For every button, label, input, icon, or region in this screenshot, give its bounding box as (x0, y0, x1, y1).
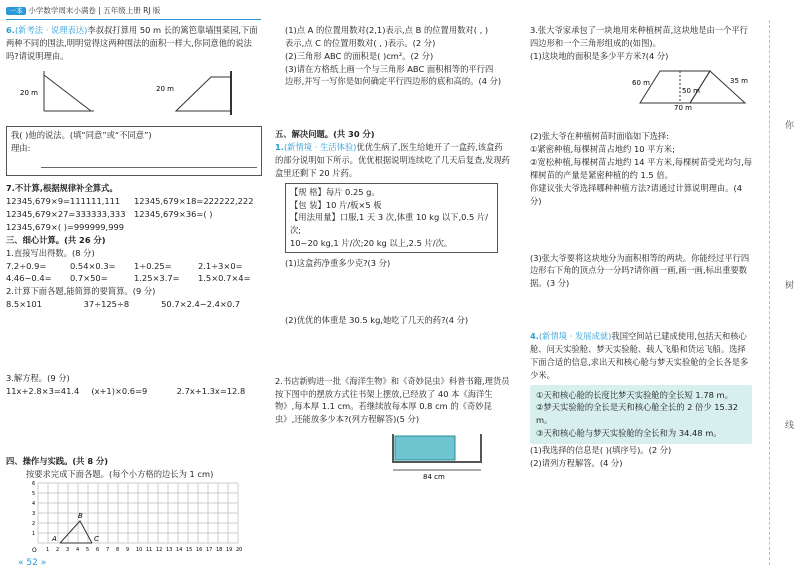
calc-item: 0.7×50= (70, 273, 108, 284)
binding-line (769, 20, 770, 565)
s4-instructions: 按要求完成下面各题。(每个小方格的边长为 1 cm) (26, 468, 214, 479)
x-tick-label: 12 (156, 546, 163, 553)
box-row: 【包 装】10 片/板×5 板 (290, 199, 382, 210)
x-tick-label: 2 (56, 546, 60, 553)
x-tick-label: 6 (96, 546, 100, 553)
info-item: ①天和核心舱的长度比梦天实验舱的全长短 1.78 m。 (536, 389, 733, 400)
column-left (6, 24, 262, 557)
x-tick-label: 15 (186, 546, 193, 553)
fig-label: 35 m (730, 76, 748, 85)
oral-calc-grid (6, 260, 262, 286)
x-tick-label: 4 (76, 546, 80, 553)
s3-q3-items (6, 385, 262, 455)
land-figure (530, 63, 752, 111)
equation-item: 2.7x+1.3x=12.8 (176, 386, 246, 397)
point-b-label: B (78, 511, 83, 520)
header-rule (6, 19, 261, 20)
point-a-label: A (52, 534, 57, 543)
s5-q1-sub1: (1)这盒药净重多少克?(3 分) (285, 258, 391, 269)
x-tick-label: 11 (146, 546, 153, 553)
calc-item: 1÷0.25= (134, 260, 172, 271)
s3-q2-title: 2.计算下面各题,能简算的要简算。(9 分) (6, 286, 156, 297)
s3-q3-title: 3.解方程。(9 分) (6, 373, 70, 384)
info-item: ③天和核心舱与梦天实验舱的全长和为 34.48 m。 (536, 428, 722, 439)
x-tick-label: 5 (86, 546, 90, 553)
s5-q3-sub2: (2)张大爷在种植树苗时面临如下选择: (530, 131, 670, 142)
grid-q1-line1: (1)点 A 的位置用数对(2,1)表示,点 B 的位置用数对( , ) (285, 25, 489, 35)
x-tick-label: 20 (236, 546, 243, 553)
s5-q2-text: 2.书店新购进一批《海洋生物》和《奇妙昆虫》科普书籍,理货员按下图中的摆放方式往书架上摆放,已经放了 40 本《海洋生物》,每本厚 1.1 cm。若继续放每本厚 0.8 cm 的《奇妙昆虫》,还能放多少本?(列方程解答)(5 分) (275, 375, 510, 425)
x-tick-label: 9 (126, 546, 130, 553)
column-middle (275, 24, 510, 490)
y-tick-label: 4 (32, 500, 36, 507)
equation-item: 11x+2.8×3=41.4 (6, 386, 80, 397)
section4-title: 四、操作与实践。(共 8 分) (6, 456, 109, 467)
s5-q4-text: 4.(新情境 · 发展成就)我国空间站已建成使用,包括天和核心舱、问天实验舱、梦天实验舱、载人飞船和货运飞船。选择下面合适的信息,求出天和核心舱与梦天实验舱的全长各是多少米。 (530, 331, 749, 380)
section3-title: 三、细心计算。(共 26 分) (6, 234, 106, 245)
s5-q3-sub1: (1)这块地的面积是多少平方米?(4 分) (530, 50, 669, 61)
fig-label: 60 m (632, 78, 650, 87)
x-tick-label: 14 (176, 546, 183, 553)
q7-line: 12345,679×( )=999999,999 (6, 222, 125, 233)
s5-q1-text: 1.(新情境 · 生活体验)优优生病了,医生给她开了一盒药,该盒药的部分说明如下所示。优优根据说明连续吃了几天后复查,发现药盒里还剩下 20 片药。 (275, 142, 510, 178)
q6-text: 6.(新考法 · 说理表达)李叔叔打算用 50 m 长的篱笆靠墙围菜园,下面两种不同的围法,明明觉得这两种围法的面积一样大,你同意他的说法吗?请说明理由。 (6, 25, 258, 61)
fig-label: 70 m (674, 103, 692, 111)
fig2-label: 20 m (156, 84, 174, 93)
x-tick-label: 1 (46, 546, 50, 553)
y-tick-label: 2 (32, 520, 36, 527)
q7-line: 12345,679×36=( ) (134, 209, 213, 220)
fence-2 (176, 77, 231, 111)
series-title: 小学数学周末小满卷 (28, 6, 96, 16)
books (395, 436, 455, 460)
series-badge: 一本 (6, 7, 26, 15)
grid-q3-line2: 边形,并写一写你是如何确定平行四边形的底和高的。(4 分) (285, 76, 502, 87)
q6-answer-reason: 理由: (11, 143, 31, 154)
box-row: 10~20 kg,1 片/次;20 kg 以上,2.5 片/次。 (290, 238, 453, 249)
calc-item: 37÷125÷8 (83, 299, 130, 310)
margin-mark: 你 (784, 121, 794, 131)
x-tick-label: 17 (206, 546, 213, 553)
origin-label: O (32, 546, 37, 553)
coordinate-grid (20, 481, 260, 553)
page-number: « 52 » (18, 558, 47, 569)
margin-mark: 线 (784, 421, 794, 431)
q6-answer-box (6, 126, 262, 176)
option-2: ②宽松种植,每棵树苗占地约 14 平方米,每棵树苗受光均匀,每棵树苗的产量是紧密种植的约 1.5 倍。 (530, 157, 753, 181)
grid-q3-line1: (3)请在方格纸上画一个与三角形 ABC 面积相等的平行四 (285, 63, 494, 74)
fig-label: 50 m (682, 86, 700, 95)
q7-lines (6, 195, 262, 234)
calc-item: 1.5×0.7×4= (198, 273, 251, 284)
y-tick-label: 5 (32, 490, 36, 497)
grade-label: 五年级上册 RJ 版 (103, 6, 161, 16)
s5-q3-ask: 你建议张大爷选择哪种种植方法?请通过计算说明理由。(4 分) (530, 182, 743, 206)
header-separator: | (98, 6, 101, 16)
calc-item: 2.1÷3×0= (198, 260, 243, 271)
y-tick-label: 6 (32, 480, 36, 487)
box-row: 【用法用量】口服,1 天 3 次,体重 10 kg 以下,0.5 片/次; (290, 212, 489, 236)
q7-line: 12345,679×18=222222,222 (134, 196, 254, 207)
calc-item: 7.2÷0.9= (6, 260, 47, 271)
page-header (6, 5, 160, 17)
medicine-instructions-box (285, 183, 498, 253)
x-tick-label: 10 (136, 546, 143, 553)
x-tick-label: 18 (216, 546, 223, 553)
section5-title: 五、解决问题。(共 30 分) (275, 129, 375, 140)
calc-item: 1.25×3.7= (134, 273, 180, 284)
q6-answer-choice: 我( )他的说法。(填“同意”或“不同意”) (11, 130, 152, 141)
q7-line: 12345,679×9=111111,111 (6, 196, 121, 207)
calc-item: 8.5×101 (6, 299, 42, 310)
option-1: ①紧密种植,每棵树苗占地约 10 平方米; (530, 144, 675, 155)
q7-line: 12345,679×27=333333,333 (6, 209, 126, 220)
x-tick-label: 16 (196, 546, 203, 553)
triangle-abc (60, 521, 92, 543)
margin-mark: 树 (784, 281, 794, 291)
column-right (530, 24, 752, 470)
page-number-value: 52 (26, 558, 38, 569)
calc-item: 4.46−0.4= (6, 273, 52, 284)
y-tick-label: 1 (32, 530, 36, 537)
grid-q2: (2)三角形 ABC 的面积是( )cm²。(2 分) (285, 50, 434, 61)
fence-1 (44, 75, 91, 111)
s5-q4-sub2: (2)请列方程解答。(4 分) (530, 457, 623, 468)
s5-q3-sub3: (3)张大爷要将这块地分为面积相等的两块。你能经过平行四边形右下角的顶点分一分吗?请你画一画,画一画,标出重要数据。(3 分) (530, 252, 750, 289)
s5-q3-text: 3.张大爷家承包了一块地用来种植树苗,这块地是由一个平行四边形和一个三角形组成的(如图)。 (530, 25, 748, 48)
s3-q2-items (6, 298, 262, 372)
equation-item: (x+1)×0.6=9 (91, 386, 148, 397)
info-box (530, 385, 752, 444)
x-tick-label: 3 (66, 546, 70, 553)
x-tick-label: 13 (166, 546, 173, 553)
q7-title: 7.不计算,根据规律补全算式。 (6, 183, 118, 194)
s5-q4-sub1: (1)我选择的信息是( )(填序号)。(2 分) (530, 445, 672, 456)
x-tick-label: 8 (116, 546, 120, 553)
x-tick-label: 7 (106, 546, 110, 553)
q6-figure (6, 63, 262, 121)
s3-q1-title: 1.直接写出得数。(8 分) (6, 247, 95, 258)
s5-q1-sub2: (2)优优的体重是 30.5 kg,她吃了几天的药?(4 分) (285, 314, 469, 325)
shelf-width-label: 84 cm (423, 473, 445, 482)
y-tick-label: 3 (32, 510, 36, 517)
info-item: ②梦天实验舱的全长是天和核心舱全长的 2 倍少 15.32 m。 (536, 402, 739, 426)
point-c-label: C (94, 534, 99, 543)
grid-q1-line2: 表示,点 C 的位置用数对( , )表示。(2 分) (285, 37, 436, 48)
calc-item: 50.7×2.4−2.4×0.7 (161, 299, 241, 310)
box-row: 【规 格】每片 0.25 g。 (290, 186, 380, 197)
x-tick-label: 19 (226, 546, 233, 553)
fig1-label: 20 m (20, 88, 38, 97)
calc-item: 0.54×0.3= (70, 260, 116, 271)
bookshelf-figure (275, 426, 510, 486)
